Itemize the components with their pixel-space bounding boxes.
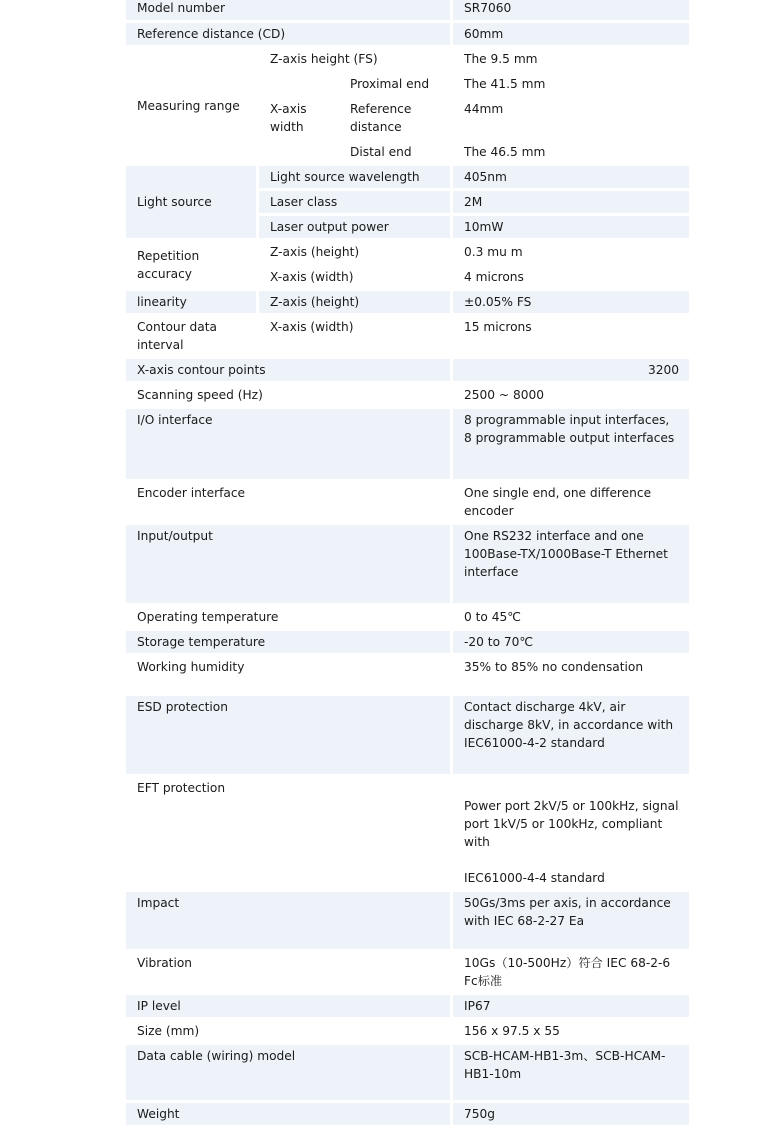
table-row <box>125 383 691 408</box>
spec-value: 2M <box>452 190 691 215</box>
eft-value-line2: IEC61000-4-4 standard <box>464 871 605 885</box>
table-row <box>125 165 691 190</box>
spec-value: Contact discharge 4kV, air discharge 8kV, in accordance with IEC61000-4-2 standard <box>452 695 691 776</box>
spec-label: Scanning speed (Hz) <box>125 383 452 408</box>
spec-label: Size (mm) <box>125 1019 452 1044</box>
spec-label: Reference distance (CD) <box>125 22 452 47</box>
spec-value <box>452 776 691 891</box>
spec-value: One RS232 interface and one 100Base-TX/1000Base-T Ethernet interface <box>452 524 691 605</box>
spec-sublabel: X-axis width <box>258 72 338 165</box>
spec-label: Data cable (wiring) model <box>125 1044 452 1102</box>
spec-value: SR7060 <box>452 0 691 22</box>
spec-value: 4 microns <box>452 265 691 290</box>
table-row <box>125 776 691 891</box>
spec-label: Weight <box>125 1102 452 1127</box>
spec-sublabel: Z-axis (height) <box>258 240 452 265</box>
spec-label: I/O interface <box>125 408 452 481</box>
eft-value-line1: Power port 2kV/5 or 100kHz, signal port 1kV/5 or 100kHz, compliant with <box>464 799 679 849</box>
spec-sublabel: X-axis (width) <box>258 315 452 358</box>
table-row <box>125 315 691 358</box>
spec-value: 3200 <box>452 358 691 383</box>
spec-value: The 41.5 mm <box>452 72 691 97</box>
spec-value: 156 x 97.5 x 55 <box>452 1019 691 1044</box>
table-row <box>125 481 691 524</box>
spec-sublabel: X-axis (width) <box>258 265 452 290</box>
spec-value: 60mm <box>452 22 691 47</box>
spec-value: SCB-HCAM-HB1-3m、SCB-HCAM-HB1-10m <box>452 1044 691 1102</box>
spec-value: 35% to 85% no condensation <box>452 655 691 695</box>
spec-value: 405nm <box>452 165 691 190</box>
spec-sublabel: Proximal end <box>338 72 452 97</box>
spec-value: The 46.5 mm <box>452 140 691 165</box>
spec-value: 0 to 45℃ <box>452 605 691 630</box>
table-row <box>125 0 691 22</box>
spec-label: Contour data interval <box>125 315 258 358</box>
table-row <box>125 630 691 655</box>
spec-value: 10mW <box>452 215 691 240</box>
spec-sublabel: Laser output power <box>258 215 452 240</box>
spec-label: Vibration <box>125 951 452 994</box>
spec-label: Storage temperature <box>125 630 452 655</box>
table-row <box>125 1019 691 1044</box>
table-row <box>125 1102 691 1127</box>
spec-label: Input/output <box>125 524 452 605</box>
spec-label: Operating temperature <box>125 605 452 630</box>
table-row <box>125 290 691 315</box>
spec-label: Model number <box>125 0 452 22</box>
table-row <box>125 695 691 776</box>
spec-label: IP level <box>125 994 452 1019</box>
spec-value: 8 programmable input interfaces, 8 programmable output interfaces <box>452 408 691 481</box>
spec-label: linearity <box>125 290 258 315</box>
spec-label: Measuring range <box>125 47 258 165</box>
spec-value: ±0.05% FS <box>452 290 691 315</box>
spec-value: One single end, one difference encoder <box>452 481 691 524</box>
table-row <box>125 951 691 994</box>
table-row <box>125 524 691 605</box>
spec-label: ESD protection <box>125 695 452 776</box>
table-row <box>125 358 691 383</box>
spec-sublabel: Distal end <box>338 140 452 165</box>
spec-sublabel: Z-axis (height) <box>258 290 452 315</box>
table-row <box>125 22 691 47</box>
spec-value: 0.3 mu m <box>452 240 691 265</box>
spec-value: -20 to 70℃ <box>452 630 691 655</box>
spec-label: Repetition accuracy <box>125 240 258 290</box>
spec-sublabel: Light source wavelength <box>258 165 452 190</box>
spec-value: 750g <box>452 1102 691 1127</box>
spec-label: Encoder interface <box>125 481 452 524</box>
spec-label: Working humidity <box>125 655 452 695</box>
spec-value: IP67 <box>452 994 691 1019</box>
spec-sublabel: Z-axis height (FS) <box>258 47 452 72</box>
spec-label: EFT protection <box>125 776 452 891</box>
table-row <box>125 605 691 630</box>
spec-value: 50Gs/3ms per axis, in accordance with IEC 68-2-27 Ea <box>452 891 691 951</box>
spec-sublabel: Laser class <box>258 190 452 215</box>
table-row <box>125 994 691 1019</box>
table-row <box>125 655 691 695</box>
spec-value: 2500 ~ 8000 <box>452 383 691 408</box>
spec-label: X-axis contour points <box>125 358 452 383</box>
table-row <box>125 408 691 481</box>
table-row <box>125 891 691 951</box>
spec-table <box>123 0 692 1128</box>
spec-sublabel: Reference distance <box>338 97 452 140</box>
spec-value: 44mm <box>452 97 691 140</box>
table-row <box>125 240 691 265</box>
spec-value: 15 microns <box>452 315 691 358</box>
spec-label: Impact <box>125 891 452 951</box>
spec-label: Light source <box>125 165 258 240</box>
table-row <box>125 47 691 72</box>
table-row <box>125 1044 691 1102</box>
spec-value: The 9.5 mm <box>452 47 691 72</box>
spec-value: 10Gs（10-500Hz）符合 IEC 68-2-6 Fc标准 <box>452 951 691 994</box>
